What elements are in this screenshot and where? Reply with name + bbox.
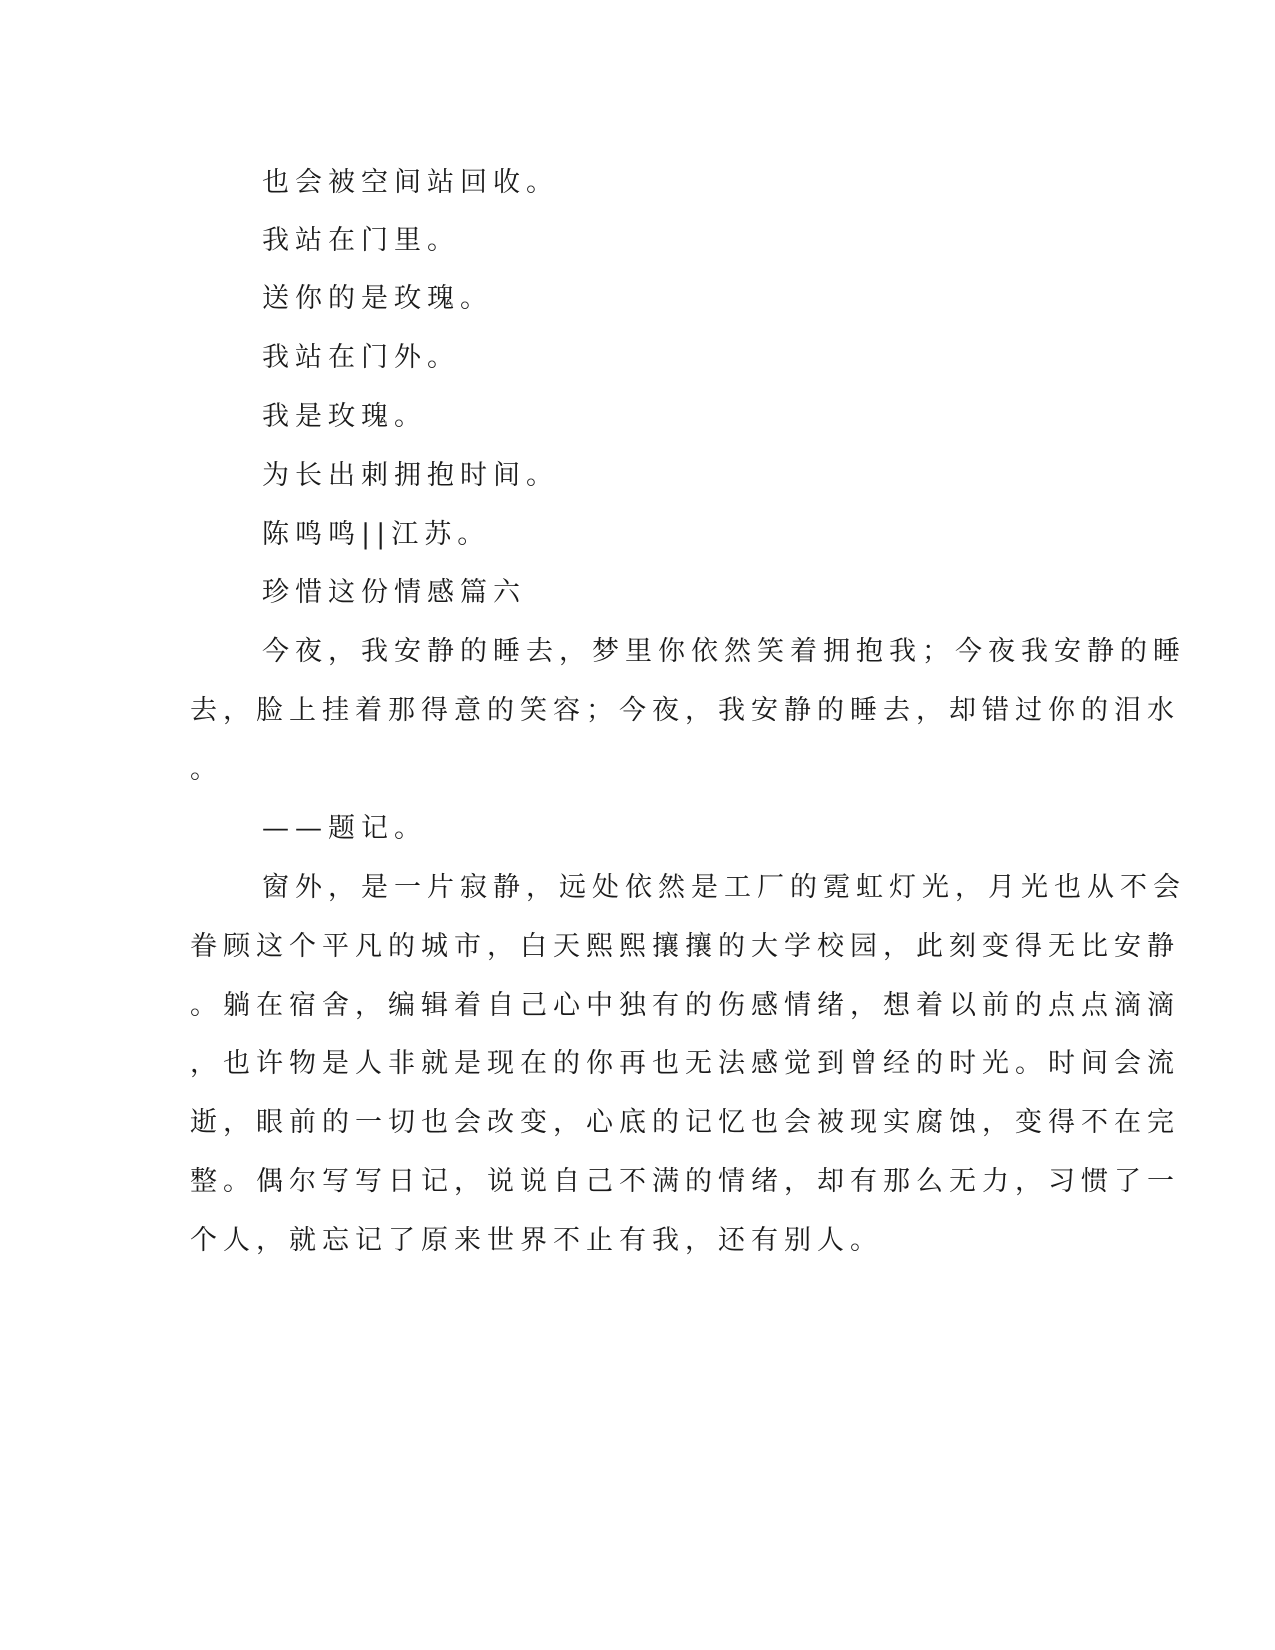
paragraph-line: 今夜，我安静的睡去，梦里你依然笑着拥抱我；今夜我安静的睡	[262, 636, 1186, 667]
paragraph-line: 眷顾这个平凡的城市，白天熙熙攘攘的大学校园，此刻变得无比安静	[190, 931, 1180, 962]
paragraph-line: 。	[190, 754, 223, 785]
paragraph-line: 整。偶尔写写日记，说说自己不满的情绪，却有那么无力，习惯了一	[190, 1166, 1180, 1197]
poem-line: 也会被空间站回收。	[262, 167, 559, 198]
paragraph-line: ，也许物是人非就是现在的你再也无法感觉到曾经的时光。时间会流	[190, 1048, 1180, 1079]
poem-line: 我站在门里。	[262, 225, 460, 256]
section-title: 珍惜这份情感篇六	[262, 577, 526, 608]
paragraph-line: 。躺在宿舍，编辑着自己心中独有的伤感情绪，想着以前的点点滴滴	[190, 990, 1180, 1021]
poem-line: 为长出刺拥抱时间。	[262, 460, 559, 491]
paragraph-line: 窗外，是一片寂静，远处依然是工厂的霓虹灯光，月光也从不会	[262, 872, 1186, 903]
paragraph-line: 去，脸上挂着那得意的笑容；今夜，我安静的睡去，却错过你的泪水	[190, 695, 1180, 726]
paragraph-line: 逝，眼前的一切也会改变，心底的记忆也会被现实腐蚀，变得不在完	[190, 1107, 1180, 1138]
poem-line: 送你的是玫瑰。	[262, 283, 493, 314]
epigraph: ——题记。	[262, 813, 427, 844]
paragraph-line: 个人，就忘记了原来世界不止有我，还有别人。	[190, 1225, 883, 1256]
poem-line: 我是玫瑰。	[262, 401, 427, 432]
poem-line: 我站在门外。	[262, 342, 460, 373]
poem-author: 陈鸣鸣||江苏。	[262, 519, 491, 550]
